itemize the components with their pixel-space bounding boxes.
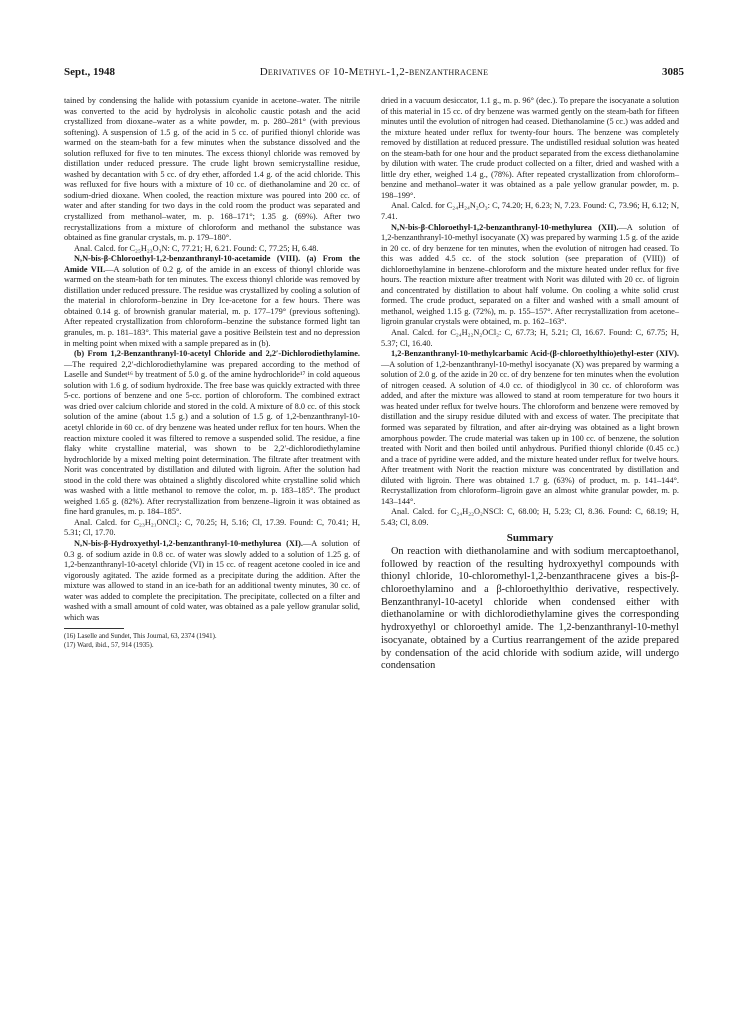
procedure-heading: N,N-bis-β-Chloroethyl-1,2-benzanthranyl-10-methylurea (XII). [391, 222, 619, 232]
procedure-heading: N,N-bis-β-Chloroethyl-1,2-benzanthranyl-10-acetamide (VIII). (a) From the Amide VII. [64, 254, 360, 274]
analysis-paragraph: Anal. Calcd. for C₂₄H₂₂O₂NSCl: C, 68.00; H, 5.23; Cl, 8.36. Found: C, 68.19; H, 5.43; Cl, 8.09. [381, 507, 679, 527]
procedure-text: —A solution of 1,2-benzanthranyl-10-methyl isocyanate (X) was prepared by warming a solution of 2.0 g. of the azide in 20 cc. of dry benzene for ten minutes when the evolution of nitrogen ceased. A solution of 4.0 cc. of thiodiglycol in 30 cc. of chloroform was added, and after the mixture was allowed to stand at room temperature for two hours it was heated under reflux for twelve hours. The chloroform and benzene were removed by distillation and the sirupy residue diluted with and excess of water. The precipitate that formed was separated by filtration, and after air-drying was obtained as a light brown amorphous powder. The crude material was taken up in 100 cc. of benzene, the solution treated with Norit and then boiled until anhydrous. Purified thionyl chloride (0.45 cc.) and a trace of pyridine were added, and the mixture heated under reflux for twelve hours. After treatment with Norit the reaction mixture was concentrated by distillation and diluted with ligroin. There was obtained 1.7 g. (63%) of product, m. p. 141–144°. Recrystallization from chloroform–ligroin gave an almost white granular powder, m. p. 143–144°. [381, 359, 679, 506]
footnote-17: (17) Ward, ibid., 57, 914 (1935). [64, 642, 154, 650]
summary-text: On reaction with diethanolamine and with sodium mercaptoethanol, followed by reaction of the resulting hydroxyethyl compounds with thionyl chloride, 10-chloromethyl-1,2-benzanthracene gives a bis-β-chloroethylamino and a β-chloroethylthio derivative, respectively. Benzanthranyl-10-acetyl chloride when condensed either with diethanolamine or with dichlorodiethylamine gives the corresponding hydroxyethyl or chloroethyl amide. The 1,2-benzanthranyl-10-methyl isocyanate, obtained by a Curtius rearrangement of the azide prepared by condensation of the acid chloride with sodium azide, will undergo condensation [381, 545, 679, 672]
analysis-paragraph: Anal. Calcd. for C₂₅H₂₃O₃N: C, 77.21; H, 6.21. Found: C, 77.25; H, 6.48. [74, 243, 319, 253]
header-date: Sept., 1948 [64, 66, 116, 78]
footnote-16: (16) Laselle and Sundet, This Journal, 63, 2374 (1941). [64, 633, 217, 641]
page-header [64, 66, 684, 82]
procedure-paragraph [381, 223, 679, 328]
paragraph: tained by condensing the halide with potassium cyanide in acetone–water. The nitrile was converted to the acid by hydrolysis in alcoholic caustic potash and the acid crystallized from dioxane–water as a white powder, m. p. 280–281° (with previous softening). A suspension of 1.5 g. of the acid in 5 cc. of purified thionyl chloride was warmed on the steam-bath for a few minutes when the substance dissolved and the solution refluxed for five to ten minutes. The excess thionyl chloride was removed by distillation under reduced pressure. The crude light brown semicrystalline residue, washed by decantation with 5 cc. of dry ether, afforded 1.4 g. of the acid chloride. This was refluxed for five hours with a mixture of 10 cc. of diethanolamine and 20 cc. of sodium-dried dioxane. When cooled, the reaction mixture was poured into 200 cc. of water and after standing for two days in the cold room the product was separated and crystallized from methanol–water, m. p. 168–171°; 1.35 g. (69%). After two recrystallizations from a mixture of chloroform and methanol the substance was obtained as fine granular crystals, m. p. 179–180°. [64, 96, 360, 243]
procedure-paragraph [64, 349, 360, 518]
procedure-paragraph [64, 254, 360, 349]
analysis-paragraph: Anal. Calcd. for C₂₃H₂₁ONCl₂: C, 70.25; H, 5.16; Cl, 17.39. Found: C, 70.41; H, 5.31; Cl, 17.70. [64, 517, 360, 538]
left-column [64, 96, 360, 650]
procedure-text: —A solution of 0.3 g. of sodium azide in 0.8 cc. of water was slowly added to a solution of 1.25 g. of 1,2-benzanthranyl-10-acetyl chloride (VI) in 15 cc. of reagent acetone cooled in ice and vigorously agitated. The azide formed as a precipitate during the addition. After the mixture was allowed to stand in an ice-bath for an additional twenty minutes, 30 cc. of water was added to complete the precipitation. The precipitate, collected on a filter and washed with a small amount of cold water, was obtained as a pale yellow granular solid, which was [64, 538, 360, 622]
procedure-paragraph [64, 539, 360, 623]
summary-heading: Summary [506, 532, 554, 545]
procedure-text: —A solution of 1,2-benzanthranyl-10-methyl isocyanate (X) was prepared by warming 1.5 g. of the azide in 20 cc. of dry benzene for ten minutes, when the evolution of nitrogen had ceased. To this was added 4.5 cc. of the stock solution (see preparation of (VIII)) of dichloroethylamine in benzene–chloroform and the mixture heated under reflux for five hours. The reaction mixture after treatment with Norit was diluted with 20 cc. of ligroin and concentrated by distillation to about half volume. On cooling a white solid crust formed. The crude product, separated on a filter and washed with a small amount of methanol, weighed 1.15 g. (72%), m. p. 155–157°. After recrystallization from acetone–ligroin granular crystals were obtained, m. p. 162–163°. [381, 222, 679, 327]
procedure-heading: N,N-bis-β-Hydroxyethyl-1,2-benzanthranyl-10-methylurea (XI). [74, 538, 303, 548]
procedure-text: —A solution of 0.2 g. of the amide in an excess of thionyl chloride was warmed on the steam-bath for ten minutes. The excess thionyl chloride was removed by distillation under reduced pressure. The residue was crystallized by cooling a solution of the material in chloroform–benzine in Dry Ice-acetone for a few hours. There was obtained 0.14 g. of brownish granular material, m. p. 177–179° (previous softening). After repeated crystallization from chloroform–benzine the substance formed light tan granules, m. p. 181–183°. This material gave a positive Beilstein test and no depression in melting point when mixed with a sample prepared as in (b). [64, 264, 360, 348]
paragraph: dried in a vacuum desiccator, 1.1 g., m. p. 96° (dec.). To prepare the isocyanate a solution of this material in 15 cc. of dry benzene was warmed gently on the steam-bath for fifteen minutes until the evolution of nitrogen had ceased. Diethanolamine (5 cc.) was added and the mixture heated under reflux for twenty-four hours. The benzene was completely removed by distillation at reduced pressure. The undistilled residual solution was heated on the steam-bath for one hour and the product separated from the excess diethanolamine by dilution with water. The crude product collected on a filter, dried and washed with a little dry ether, weighed 1.4 g., (78%). After repeated crystallization from chloroform–benzine and methanol–water it was obtained as a pale yellow granular powder, m. p. 198–199°. [381, 96, 679, 200]
header-running-title: Derivatives of 10-Methyl-1,2-benzanthracene [259, 66, 489, 78]
procedure-text: —The required 2,2′-dichlorodiethylamine was prepared according to the method of Laselle and Sundet¹⁶ by treatment of 5.0 g. of the amine hydrochloride¹⁷ in cold aqueous solution with 1.6 g. of sodium hydroxide. The free base was quickly extracted with three 5-cc. portions of benzene and one 5-cc. portion of chloroform. The combined extract was dried over calcium chloride and stored in the cold. A mixture of 8.0 cc. of this stock solution of the amine (about 1.5 g.) and a solution of 1.5 g. of 1,2-benzanthranyl-10-acetyl chloride in 60 cc. of dry benzene was heated under reflux for ten hours. When the reaction mixture cooled it was filtered to remove a suspended solid. The residue, a fine flaky white crystalline material, was shown to be 2,2′-dichlorodiethylamine hydrochloride by a mixed melting point determination. The filtrate after treatment with Norit was concentrated by distillation and diluted with ligroin. After the solution had stood in the cold there was obtained a slightly discolored white crystalline solid which was washed with a little methanol to remove the color, m. p. 183–185°. The product weighed 1.65 g. (82%). After recrystallization from benzene–ligroin it was obtained as fine hard granules, m. p. 184–185°. [64, 359, 360, 517]
footnote-divider [64, 628, 124, 629]
right-column [381, 96, 679, 673]
procedure-paragraph [381, 349, 679, 507]
procedure-heading: (b) From 1,2-Benzanthranyl-10-acetyl Chloride and 2,2′-Dichlorodiethylamine. [74, 349, 360, 359]
analysis-paragraph: Anal. Calcd. for C₂₄H₂₂N₂OCl₂: C, 67.73; H, 5.21; Cl, 16.67. Found: C, 67.75; H, 5.37; Cl, 16.40. [381, 328, 679, 348]
procedure-heading: 1,2-Benzanthranyl-10-methylcarbamic Acid-(β-chloroethylthio)ethyl-ester (XIV). [391, 349, 679, 359]
analysis-paragraph: Anal. Calcd. for C₂₄H₂₄N₂O₃: C, 74.20; H, 6.23; N, 7.23. Found: C, 73.96; H, 6.12; N, 7.41. [381, 201, 679, 222]
header-page-number: 3085 [662, 66, 684, 78]
